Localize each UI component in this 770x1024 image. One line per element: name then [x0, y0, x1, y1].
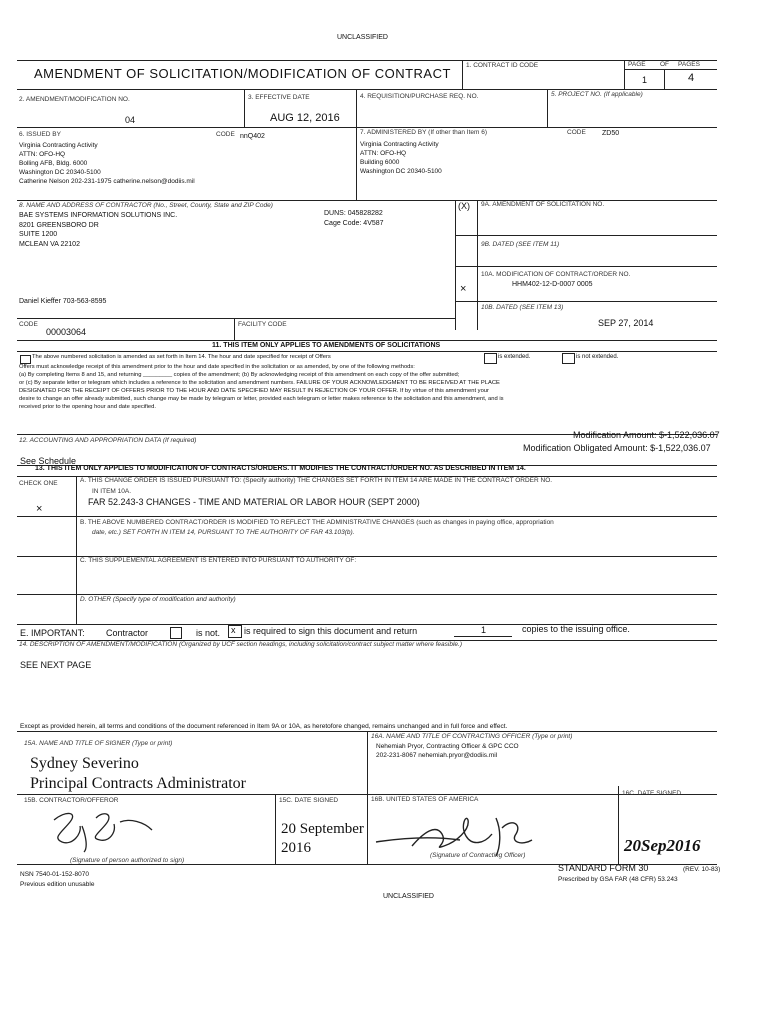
contractor-word: Contractor [106, 628, 149, 638]
standard-form-number: STANDARD FORM 30 [558, 863, 649, 873]
duns-number: DUNS: 045828282 [324, 210, 383, 217]
classification-top: UNCLASSIFIED [337, 34, 388, 41]
copies-text: copies to the issuing office. [522, 624, 630, 634]
modification-amount: Modification Amount: $-1,522,036.07 [573, 430, 720, 440]
amendment-no: 04 [125, 115, 136, 125]
dated-item13-label: 10B. DATED (SEE ITEM 13) [481, 304, 564, 311]
classification-bottom: UNCLASSIFIED [383, 893, 434, 900]
accounting-data: See Schedule [20, 456, 77, 466]
block11-instructions [19, 363, 504, 411]
page-number: 1 [642, 75, 648, 85]
officer-date-signed: 20Sep2016 [624, 836, 701, 855]
cage-code: Cage Code: 4V587 [324, 220, 384, 227]
issued-by-code: nnQ402 [240, 133, 265, 140]
is-not-label: is not. [196, 628, 221, 638]
officer-date-signed-label: 16C. DATE SIGNED [622, 790, 682, 797]
block11-instruction-line: or (c) By separate letter or telegram which includes a reference to the solicitation and amendment numbers. FAILURE OF YOUR ACKNOWLEDGMENT TO BE RECEIVED AT THE PLACE [19, 380, 500, 386]
issued-by-label: 6. ISSUED BY [19, 131, 61, 138]
of-label: OF [660, 61, 670, 68]
issued-by-line: ATTN: OFO-HQ [19, 151, 66, 158]
contractor-offeror-label: 15B. CONTRACTOR/OFFEROR [24, 797, 119, 804]
total-pages: 4 [688, 72, 695, 84]
facility-code-label: FACILITY CODE [238, 321, 287, 328]
x-column-header: (X) [458, 201, 470, 211]
contractor-date-signed-label: 15C. DATE SIGNED [279, 797, 339, 804]
contractor-contact: Daniel Kieffer 703-563-8595 [19, 298, 107, 305]
contractor-line: MCLEAN VA 22102 [19, 240, 80, 248]
description-value: SEE NEXT PAGE [20, 660, 92, 670]
is-required-checkbox[interactable] [228, 625, 242, 638]
administered-by-code-label: CODE [567, 129, 586, 136]
contractor-label: 8. NAME AND ADDRESS OF CONTRACTOR (No., Street, County, State and ZIP Code) [19, 202, 273, 209]
description-label: 14. DESCRIPTION OF AMENDMENT/MODIFICATION (Organized by UCF section headings, including solicitation/contract subject matter where feasible.) [19, 641, 462, 648]
project-no-label: 5. PROJECT NO. (If applicable) [551, 91, 643, 98]
block13a-authority: FAR 52.243-3 CHANGES - TIME AND MATERIAL OR LABOR HOUR (SEPT 2000) [88, 497, 420, 507]
contractor-line: SUITE 1200 [19, 231, 58, 238]
page-label: PAGE [628, 61, 646, 68]
requisition-label: 4. REQUISITION/PURCHASE REQ. NO. [360, 93, 479, 100]
signer-name: Sydney Severino [30, 755, 139, 772]
copies-count: 1 [481, 625, 487, 635]
modification-contract-no: HHM402-12-D-0007 0005 [512, 281, 593, 288]
united-states-label: 16B. UNITED STATES OF AMERICA [371, 796, 479, 803]
administered-by-line: ATTN: OFO-HQ [360, 150, 407, 157]
administered-by-line: Virginia Contracting Activity [360, 141, 439, 148]
dated-item11-label: 9B. DATED (SEE ITEM 11) [481, 241, 560, 248]
form-revision: (REV. 10-83) [683, 866, 721, 873]
administered-by-address [360, 140, 442, 176]
block13c-text: C. THIS SUPPLEMENTAL AGREEMENT IS ENTERED INTO PURSUANT TO AUTHORITY OF: [80, 557, 357, 564]
not-extended-checkbox[interactable] [562, 353, 575, 364]
block11-title: 11. THIS ITEM ONLY APPLIES TO AMENDMENTS OF SOLICITATIONS [212, 342, 441, 349]
is-extended-label: is extended. [498, 354, 531, 360]
contractor-line: 8201 GREENSBORO DR [19, 221, 99, 229]
block11-instruction-line: desire to change an offer already submitted, such change may be made by telegram or letter, provided each telegram or letter makes reference to the solicitation and this amendment, and is [19, 396, 504, 402]
effective-date-label: 3. EFFECTIVE DATE [248, 94, 310, 101]
prescribed-by: Prescribed by GSA FAR (48 CFR) 53.243 [558, 876, 678, 883]
block13a-x-mark: × [36, 503, 43, 515]
form-title: AMENDMENT OF SOLICITATION/MODIFICATION OF CONTRACT [34, 66, 451, 81]
administered-by-code: ZD50 [602, 130, 620, 137]
modification-obligated-amount: Modification Obligated Amount: $-1,522,036.07 [523, 443, 711, 453]
contractor-date-signed: 20 September 2016 [281, 821, 364, 856]
signer-name-label: 15A. NAME AND TITLE OF SIGNER (Type or print) [24, 740, 173, 747]
contracting-officer-label: 16A. NAME AND TITLE OF CONTRACTING OFFICER (Type or print) [371, 733, 573, 740]
contracting-officer-contact: 202-231-8067 nehemiah.pryor@dodiis.mil [376, 752, 498, 759]
block13a-text: A. THIS CHANGE ORDER IS ISSUED PURSUANT TO: (Specify authority) THE CHANGES SET FORTH IN ITEM 14 ARE MADE IN THE CONTRACT ORDER NO. [80, 477, 553, 484]
block11-instruction-line: DESIGNATED FOR THE RECEIPT OF OFFERS PRIOR TO THE HOUR AND DATE SPECIFIED MAY RESULT IN REJECTION OF YOUR OFFER. If by virtue of this amendment your [19, 388, 489, 394]
block13b-text: B. THE ABOVE NUMBERED CONTRACT/ORDER IS MODIFIED TO REFLECT THE ADMINISTRATIVE CHANGES (such as changes in paying office, appropriation [80, 519, 554, 526]
block11-instruction-line: Offers must acknowledge receipt of this amendment prior to the hour and date specified in the solicitation or as amended, by one of the following methods: [19, 364, 415, 370]
issued-by-line: Virginia Contracting Activity [19, 142, 98, 149]
check-one-label: CHECK ONE [19, 480, 58, 487]
administered-by-line: Washington DC 20340-5100 [360, 168, 442, 175]
not-extended-label: is not extended. [576, 354, 619, 360]
block13a-text2: IN ITEM 10A. [92, 488, 132, 495]
effective-date: AUG 12, 2016 [270, 112, 340, 124]
is-required-x-mark: x [231, 625, 236, 635]
is-required-text: is required to sign this document and return [244, 626, 418, 636]
block13-title: 13. THIS ITEM ONLY APPLIES TO MODIFICATION OF CONTRACTS/ORDERS. IT MODIFIES THE CONTRACT/ORDER NO. AS DESCRIBED IN ITEM 14. [35, 465, 526, 472]
issued-by-line: Catherine Nelson 202-231-1975 catherine.nelson@dodiis.mil [19, 178, 195, 185]
amendment-no-label: 2. AMENDMENT/MODIFICATION NO. [19, 96, 130, 103]
accounting-data-label: 12. ACCOUNTING AND APPROPRIATION DATA (If required) [19, 437, 197, 444]
block11-line1: The above numbered solicitation is amended as set forth in Item 14. The hour and date specified for receipt of Offers [32, 354, 331, 360]
block11-instruction-line: (a) By completing Items 8 and 15, and returning _________ copies of the amendment; (b) By acknowledging receipt of this amendment on each copy of the offer submitted; [19, 372, 460, 378]
nsn-number: NSN 7540-01-152-8070 [20, 871, 90, 878]
block11-instruction-line: received prior to the opening hour and date specified. [19, 404, 156, 410]
contractor-signature [48, 808, 158, 854]
block13b-text2: date, etc.) SET FORTH IN ITEM 14, PURSUANT TO THE AUTHORITY OF FAR 43.103(b). [92, 529, 355, 536]
administered-by-label: 7. ADMINISTERED BY (If other than Item 6) [360, 129, 488, 136]
modification-contract-label: 10A. MODIFICATION OF CONTRACT/ORDER NO. [481, 271, 631, 278]
contractor-line: BAE SYSTEMS INFORMATION SOLUTIONS INC. [19, 212, 178, 219]
signer-title: Principal Contracts Administrator [30, 775, 246, 792]
issued-by-code-label: CODE [216, 131, 235, 138]
block13d-text: D. OTHER (Specify type of modification and authority) [80, 596, 236, 603]
except-provided-text: Except as provided herein, all terms and conditions of the document referenced in Item 9A or 10A, as heretofore changed, remains unchanged and in full force and effect. [20, 723, 508, 730]
modification-x-mark: × [460, 283, 467, 295]
important-label: E. IMPORTANT: [20, 628, 85, 638]
contractor-code-label: CODE [19, 321, 38, 328]
contracting-officer-name: Nehemiah Pryor, Contracting Officer & GPC CCO [376, 743, 519, 750]
previous-edition: Previous edition unusable [20, 881, 95, 888]
contract-id-code-label: 1. CONTRACT ID CODE [466, 62, 539, 69]
contractor-address [19, 211, 177, 249]
administered-by-line: Building 6000 [360, 159, 400, 166]
dated-item13-value: SEP 27, 2014 [598, 318, 654, 328]
contractor-code: 00003064 [46, 327, 87, 337]
issued-by-address [19, 141, 195, 186]
contracting-officer-signature-caption: (Signature of Contracting Officer) [430, 852, 526, 859]
amendment-solicitation-label: 9A. AMENDMENT OF SOLICITATION NO. [481, 201, 605, 208]
issued-by-line: Bolling AFB, Bldg. 6000 [19, 160, 88, 167]
pages-label: PAGES [678, 61, 700, 68]
contractor-signature-caption: (Signature of person authorized to sign) [70, 857, 185, 864]
is-not-checkbox[interactable] [170, 627, 182, 639]
issued-by-line: Washington DC 20340-5100 [19, 169, 101, 176]
